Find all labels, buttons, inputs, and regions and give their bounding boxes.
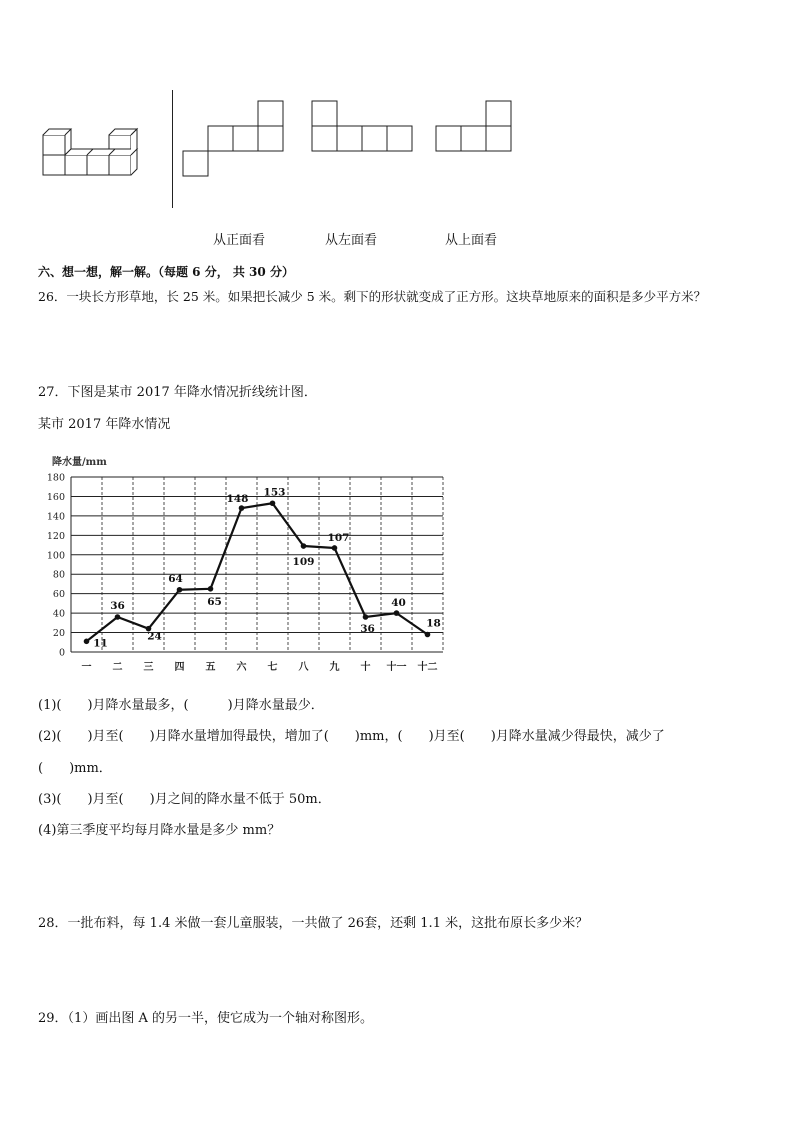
y-tick-label: 180 xyxy=(46,472,65,484)
data-label: 65 xyxy=(207,595,222,608)
x-tick-label: 十 xyxy=(360,662,371,673)
y-tick-label: 100 xyxy=(46,550,65,562)
view-grid-front xyxy=(182,100,286,178)
data-label: 24 xyxy=(147,630,162,643)
divider-line xyxy=(172,90,173,208)
question-27-part4: (4)第三季度平均每月降水量是多少 mm？ xyxy=(38,823,281,838)
rainfall-line-chart xyxy=(30,448,450,678)
x-tick-label: 四 xyxy=(174,662,185,673)
x-tick-label: 一 xyxy=(81,662,92,673)
question-27-part2: (2)( )月至( )月降水量增加得最快，增加了( )mm，( )月至( )月降水量减少得最快，减少了 xyxy=(38,729,665,744)
section-heading: 六、想一想，解一解。（每题 6 分， 共 30 分） xyxy=(38,265,294,279)
data-label: 11 xyxy=(93,637,108,650)
x-tick-label: 六 xyxy=(236,662,247,673)
question-26: 26．一块长方形草地，长 25 米。如果把长减少 5 米。剩下的形状就变成了正方形。这块草地原来的面积是多少平方米？ xyxy=(38,289,707,304)
data-point xyxy=(394,610,400,616)
cube-figure xyxy=(40,125,155,180)
data-point xyxy=(332,545,338,551)
chart-title: 某市 2017 年降水情况 xyxy=(38,417,171,432)
data-point xyxy=(363,614,369,620)
y-tick-label: 60 xyxy=(52,589,65,601)
y-tick-label: 40 xyxy=(52,608,65,620)
data-label: 64 xyxy=(168,572,183,585)
y-axis-label: 降水量/mm xyxy=(52,457,107,468)
question-27-intro: 27．下图是某市 2017 年降水情况折线统计图． xyxy=(38,385,317,400)
question-27-part1: (1)( )月降水量最多，( )月降水量最少． xyxy=(38,698,324,713)
y-tick-label: 120 xyxy=(46,530,65,542)
data-point xyxy=(177,587,183,593)
data-label: 107 xyxy=(327,531,350,544)
x-tick-label: 十二 xyxy=(417,662,438,673)
data-point xyxy=(115,614,121,620)
x-tick-label: 五 xyxy=(205,662,216,673)
x-tick-label: 七 xyxy=(267,662,278,673)
data-point xyxy=(301,543,307,549)
view-label-top: 从上面看 xyxy=(445,233,498,248)
view-grid-top xyxy=(435,100,515,154)
data-label: 109 xyxy=(292,556,315,569)
y-tick-label: 140 xyxy=(46,511,65,523)
y-tick-label: 0 xyxy=(58,647,65,659)
question-29: 29．（1）画出图 A 的另一半，使它成为一个轴对称图形。 xyxy=(38,1011,373,1026)
question-28: 28．一批布料，每 1.4 米做一套儿童服装，一共做了 26套，还剩 1.1 米，这批布原长多少米？ xyxy=(38,916,589,931)
data-label: 153 xyxy=(263,486,286,499)
y-tick-label: 160 xyxy=(46,491,65,503)
view-label-left: 从左面看 xyxy=(325,233,378,248)
data-point xyxy=(84,639,90,645)
data-label: 36 xyxy=(360,623,375,635)
data-label: 18 xyxy=(426,617,441,630)
x-tick-label: 九 xyxy=(329,662,340,673)
data-label: 36 xyxy=(110,600,125,612)
question-27-part3: (3)( )月至( )月之间的降水量不低于 50m． xyxy=(38,792,331,807)
y-tick-label: 80 xyxy=(52,569,65,581)
data-point xyxy=(239,505,245,511)
x-tick-label: 二 xyxy=(112,662,123,673)
view-label-front: 从正面看 xyxy=(213,233,266,248)
question-27-part2-cont: ( )mm． xyxy=(38,761,112,776)
data-point xyxy=(208,586,214,592)
data-label: 40 xyxy=(391,597,406,610)
view-grid-left xyxy=(311,100,415,154)
data-label: 148 xyxy=(226,493,249,506)
data-point xyxy=(270,500,276,506)
x-tick-label: 十一 xyxy=(386,662,407,673)
x-tick-label: 三 xyxy=(143,662,154,673)
x-tick-label: 八 xyxy=(298,662,309,673)
data-point xyxy=(425,632,431,638)
y-tick-label: 20 xyxy=(52,628,65,640)
